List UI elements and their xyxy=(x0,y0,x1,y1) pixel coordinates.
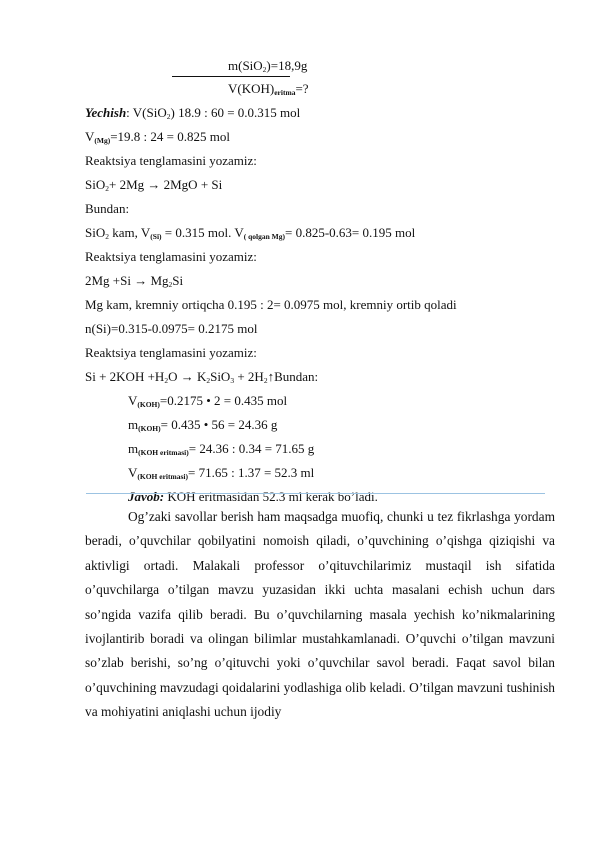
n-si-line: n(Si)=0.315-0.0975= 0.2175 mol xyxy=(85,321,258,336)
calc-solution-mass xyxy=(128,441,314,457)
text: V xyxy=(85,129,95,144)
text: V xyxy=(128,393,138,408)
text: + 2Mg → 2MgO + Si xyxy=(108,177,223,192)
subscript: 2 xyxy=(105,232,109,241)
text: = 0.825-0.63= 0.195 mol xyxy=(285,225,416,240)
subscript: (Si) xyxy=(150,232,162,241)
text: = 0.435 • 56 = 24.36 g xyxy=(160,417,278,432)
bundan-label: Bundan: xyxy=(85,201,130,216)
text: ) 18.9 : 60 = 0.0.315 mol xyxy=(170,105,301,120)
subscript: 2 xyxy=(105,184,109,193)
text: Si + 2KOH +H xyxy=(85,369,165,384)
reaction-intro-2: Reaktsiya tenglamasini yozamiz: xyxy=(85,249,257,264)
find-volume-koh xyxy=(228,81,309,97)
text: + 2H xyxy=(234,369,264,384)
limiting-reagent-line xyxy=(85,225,415,241)
text: m xyxy=(128,441,139,456)
subscript: (Mg) xyxy=(94,136,111,145)
subscript: (KOH) xyxy=(137,400,160,409)
text: ↑Bundan: xyxy=(267,369,319,384)
subscript: 3 xyxy=(230,376,235,385)
subscript: (KOH eritmasi) xyxy=(138,448,189,457)
solution-line xyxy=(85,105,300,121)
text: Si xyxy=(172,273,184,288)
subscript: (KOH) xyxy=(138,424,161,433)
subscript: 2 xyxy=(168,280,173,289)
text: =0.2175 • 2 = 0.435 mol xyxy=(159,393,288,408)
subscript: 2 xyxy=(206,376,211,385)
reaction-equation-3 xyxy=(85,369,318,385)
mg-moles-line xyxy=(85,129,230,145)
subscript: 2 xyxy=(263,376,268,385)
mg-excess-line: Mg kam, kremniy ortiqcha 0.195 : 2= 0.0975 mol, kremniy ortib qoladi xyxy=(85,297,457,312)
text: = 24.36 : 0.34 = 71.65 g xyxy=(188,441,315,456)
text: V(KOH) xyxy=(228,81,275,96)
text: m xyxy=(128,417,139,432)
given-divider-line xyxy=(172,76,290,77)
calc-koh-mass xyxy=(128,417,277,433)
given-mass-sio2 xyxy=(228,58,307,74)
text: = 0.315 mol. V xyxy=(161,225,244,240)
text: KOH eritmasidan 52.3 ml kerak bo’ladi. xyxy=(164,489,378,504)
text: kam, V xyxy=(108,225,151,240)
answer-line xyxy=(128,489,378,505)
subscript: eritma xyxy=(274,88,296,97)
text: SiO xyxy=(85,177,106,192)
reaction-intro-3: Reaktsiya tenglamasini yozamiz: xyxy=(85,345,257,360)
subscript: 2 xyxy=(262,65,267,74)
calc-koh-moles xyxy=(128,393,287,409)
calc-solution-volume xyxy=(128,465,314,481)
subscript: 2 xyxy=(164,376,169,385)
answer-label: Javob: xyxy=(128,489,165,504)
subscript: (KOH eritmasi) xyxy=(137,472,189,481)
text: )=18,9g xyxy=(266,58,308,73)
text: m(SiO xyxy=(228,58,263,73)
text: V xyxy=(128,465,138,480)
text: : V(SiO xyxy=(126,105,167,120)
text: 2Mg +Si → Mg xyxy=(85,273,169,288)
text: SiO xyxy=(210,369,231,384)
subscript: ( qolgan Mg) xyxy=(243,232,285,241)
reaction-intro-1: Reaktsiya tenglamasini yozamiz: xyxy=(85,153,257,168)
text: =19.8 : 24 = 0.825 mol xyxy=(110,129,230,144)
text: SiO xyxy=(85,225,106,240)
text: =? xyxy=(295,81,309,96)
reaction-equation-1 xyxy=(85,177,222,193)
subscript: 2 xyxy=(166,112,171,121)
text: O → K xyxy=(168,369,207,384)
reaction-equation-2 xyxy=(85,273,183,289)
section-divider xyxy=(86,493,545,494)
text: = 71.65 : 1.37 = 52.3 ml xyxy=(188,465,315,480)
solution-label: Yechish xyxy=(85,105,127,120)
body-paragraph: Og’zaki savollar berish ham maqsadga muofiq, chunki u tez fikrlashga yordam beradi, o’quvchilar qobilyatini nomoish qiladi, o’quvchining o’qishga qiziqishi va aktivligi ortadi. Malakali professor o’qituvchilarimiz mustaqil ish sifatida o’quvchilarga o’tilgan mavzu yuzasidan ikki uchta masalani echish uchun dars so’ngida vazifa qilib beradi. Bu o’quvchilarning masala yechish ko’nikmalarining ivojlantirib boradi va olingan bilimlar mustahkamlanadi. O’quvchi o’tilgan mavzuni so’zlab berishi, so’ng o’qituvchi yoki o’quvchilar savol beradi. Faqat savol bilan o’quvchining mavzudagi qoidalarini yodlashiga olib keladi. O’tilgan mavzuni tushinish va mohiyatini aniqlashi uchun ijodiy xyxy=(85,509,555,720)
